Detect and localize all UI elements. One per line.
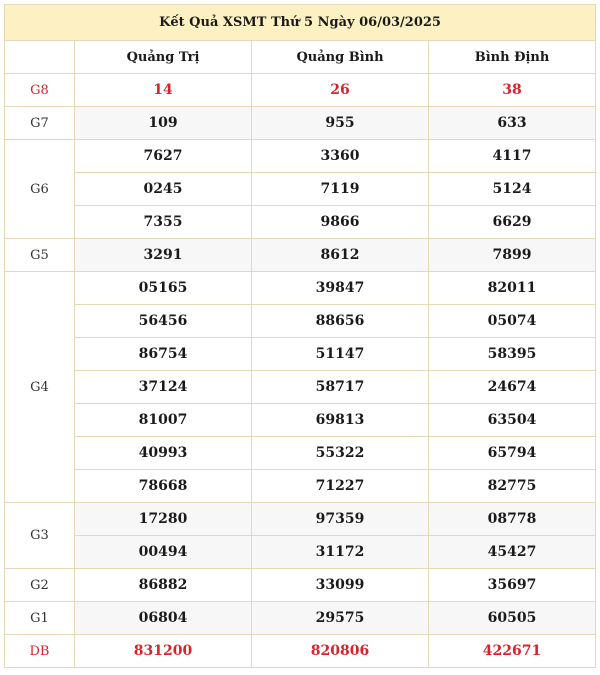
prize-row — [5, 503, 596, 536]
result-number: 3291 — [75, 239, 252, 272]
result-number: 35697 — [429, 569, 596, 602]
result-number: 7627 — [75, 140, 252, 173]
result-number: 39847 — [252, 272, 429, 305]
province-header: Quảng Trị — [75, 41, 252, 74]
result-number: 831200 — [75, 635, 252, 668]
result-number: 40993 — [75, 437, 252, 470]
result-number: 58717 — [252, 371, 429, 404]
result-number: 71227 — [252, 470, 429, 503]
result-number: 00494 — [75, 536, 252, 569]
result-number: 14 — [75, 74, 252, 107]
prize-row — [5, 338, 596, 371]
result-number: 63504 — [429, 404, 596, 437]
prize-header-cell — [5, 41, 75, 74]
result-number: 3360 — [252, 140, 429, 173]
result-number: 4117 — [429, 140, 596, 173]
lottery-results-table — [4, 4, 596, 668]
prize-row — [5, 305, 596, 338]
result-number: 109 — [75, 107, 252, 140]
prize-row — [5, 536, 596, 569]
title-row — [5, 5, 596, 41]
result-number: 29575 — [252, 602, 429, 635]
result-number: 08778 — [429, 503, 596, 536]
prize-row — [5, 470, 596, 503]
result-number: 65794 — [429, 437, 596, 470]
prize-label: G6 — [5, 140, 75, 239]
province-header: Bình Định — [429, 41, 596, 74]
prize-label: DB — [5, 635, 75, 668]
prize-row — [5, 74, 596, 107]
prize-row — [5, 371, 596, 404]
prize-row — [5, 239, 596, 272]
result-number: 955 — [252, 107, 429, 140]
result-number: 82011 — [429, 272, 596, 305]
prize-row — [5, 569, 596, 602]
result-number: 7119 — [252, 173, 429, 206]
result-number: 05165 — [75, 272, 252, 305]
result-number: 60505 — [429, 602, 596, 635]
prize-row — [5, 437, 596, 470]
prize-label: G2 — [5, 569, 75, 602]
result-number: 58395 — [429, 338, 596, 371]
result-number: 8612 — [252, 239, 429, 272]
prize-row — [5, 140, 596, 173]
prize-row — [5, 107, 596, 140]
result-number: 88656 — [252, 305, 429, 338]
result-number: 9866 — [252, 206, 429, 239]
table-title: Kết Quả XSMT Thứ 5 Ngày 06/03/2025 — [5, 5, 596, 41]
prize-row — [5, 635, 596, 668]
prize-label: G5 — [5, 239, 75, 272]
result-number: 26 — [252, 74, 429, 107]
result-number: 24674 — [429, 371, 596, 404]
result-number: 06804 — [75, 602, 252, 635]
prize-label: G4 — [5, 272, 75, 503]
result-number: 86754 — [75, 338, 252, 371]
result-number: 45427 — [429, 536, 596, 569]
result-number: 78668 — [75, 470, 252, 503]
result-number: 7899 — [429, 239, 596, 272]
result-number: 05074 — [429, 305, 596, 338]
prize-row — [5, 602, 596, 635]
result-number: 97359 — [252, 503, 429, 536]
result-number: 55322 — [252, 437, 429, 470]
result-number: 81007 — [75, 404, 252, 437]
prize-label: G7 — [5, 107, 75, 140]
prize-label: G8 — [5, 74, 75, 107]
result-number: 0245 — [75, 173, 252, 206]
result-number: 820806 — [252, 635, 429, 668]
prize-label: G3 — [5, 503, 75, 569]
result-number: 31172 — [252, 536, 429, 569]
prize-row — [5, 272, 596, 305]
province-header: Quảng Bình — [252, 41, 429, 74]
result-number: 422671 — [429, 635, 596, 668]
prize-label: G1 — [5, 602, 75, 635]
prize-row — [5, 404, 596, 437]
result-number: 86882 — [75, 569, 252, 602]
result-number: 69813 — [252, 404, 429, 437]
result-number: 5124 — [429, 173, 596, 206]
result-number: 6629 — [429, 206, 596, 239]
result-number: 37124 — [75, 371, 252, 404]
result-number: 51147 — [252, 338, 429, 371]
result-number: 17280 — [75, 503, 252, 536]
result-number: 38 — [429, 74, 596, 107]
result-number: 633 — [429, 107, 596, 140]
result-number: 33099 — [252, 569, 429, 602]
header-row — [5, 41, 596, 74]
result-number: 82775 — [429, 470, 596, 503]
result-number: 56456 — [75, 305, 252, 338]
prize-row — [5, 206, 596, 239]
prize-row — [5, 173, 596, 206]
result-number: 7355 — [75, 206, 252, 239]
results-table-container — [4, 4, 595, 670]
